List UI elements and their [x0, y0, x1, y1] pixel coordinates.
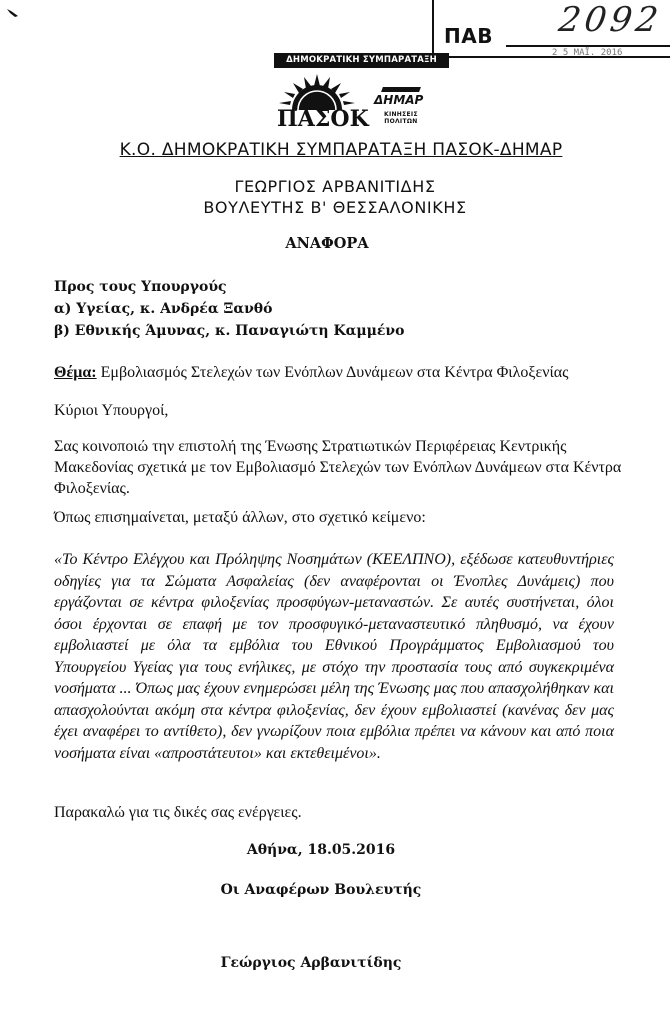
quoted-letter-excerpt: «Το Κέντρο Ελέγχου και Πρόληψης Νοσημάτων (ΚΕΕΛΠΝΟ), εξέδωσε κατευθυντήριες οδηγίες για τα Σώματα Ασφαλείας (δεν αναφέρονται οι Ένοπλες Δυνάμεις) που εργάζονται σε κέντρα φιλοξενίας προσφύγων-μεταναστών. Σε αυτές συστήνεται, όλοι όσοι έρχονται σε επαφή με τον προσφυγικό-μεταναστευτικό πληθυσμό, να έχουν εμβολιαστεί με όλα τα εμβόλια του Εθνικού Προγράμματος Εμβολιασμού του Υπουργείου Υγείας για τους ενήλικες, με στόχο την προστασία τους από συγκεκριμένα νοσήματα ... Όπως μας έχουν ενημερώσει μέλη της Ένωσης μας που απασχολήθηκαν και απασχολούνται ακόμη στα κέντρα φιλοξενίας, δεν έχουν εμβολιαστεί (κανένας δεν μας έχει αναφέρει το αντίθετο), δεν γνωρίζουν ποια εμβόλια πρέπει να κάνουν και από ποια νοσήματα είναι «απροστάτευτοι» και εκτεθειμένοι». — [54, 551, 614, 762]
body-paragraph-1: Σας κοινοποιώ την επιστολή της Ένωσης Στρατιωτικών Περιφέρειας Κεντρικής Μακεδονίας σχετικά με τον Εμβολιασμό Στελεχών των Ενόπλων Δυνάμεων στα Κέντρα Φιλοξενίας. — [54, 438, 622, 497]
signature-name: Γεώργιος Αρβανιτίδης — [220, 955, 402, 971]
logo-dimar-bar — [381, 87, 421, 92]
recipient-item: β) Εθνικής Άμυνας, κ. Παναγιώτη Καμμένο — [54, 323, 405, 339]
closing-request: Παρακαλώ για τις δικές σας ενέργειες. — [54, 804, 302, 821]
registry-stamp — [432, 0, 670, 58]
scan-mark-icon — [6, 8, 20, 18]
recipient-item: α) Υγείας, κ. Ανδρέα Ξανθό — [54, 301, 273, 317]
stamp-handwritten-number: 2092 — [556, 0, 665, 40]
signatory-title: Οι Αναφέρων Βουλευτής — [220, 882, 422, 898]
logo-dimar: ΔΗΜΑΡ — [374, 93, 424, 107]
party-title: Κ.Ο. ΔΗΜΟΚΡΑΤΙΚΗ ΣΥΜΠΑΡΑΤΑΞΗ ΠΑΣΟΚ-ΔΗΜΑΡ — [119, 140, 563, 160]
subject-line — [54, 362, 568, 383]
body-paragraph-2: Όπως επισημαίνεται, μεταξύ άλλων, στο σχετικό κείμενο: — [54, 509, 426, 526]
stamp-label: ΠΑΒ — [444, 24, 493, 48]
logo-banner: ΔΗΜΟΚΡΑΤΙΚΗ ΣΥΜΠΑΡΑΤΑΞΗ — [274, 53, 449, 68]
mp-role: ΒΟΥΛΕΥΤΗΣ Β' ΘΕΣΣΑΛΟΝΙΚΗΣ — [203, 198, 467, 217]
logo-pasok: ΠΑΣΟΚ — [277, 106, 369, 132]
recipients-intro: Προς τους Υπουργούς — [54, 279, 227, 295]
subject-text: Εμβολιασμός Στελεχών των Ενόπλων Δυνάμεων στα Κέντρα Φιλοξενίας — [96, 364, 569, 381]
stamp-line — [506, 45, 670, 47]
stamp-received-date: 2 5 ΜΑΪ. 2016 — [552, 48, 623, 58]
subject-label: Θέμα: — [54, 364, 97, 381]
place-and-date: Αθήνα, 18.05.2016 — [246, 842, 396, 858]
logo-kinisis-line1: ΚΙΝΗΣΕΙΣ — [384, 111, 418, 118]
recipients-block — [54, 276, 405, 342]
mp-name: ΓΕΩΡΓΙΟΣ ΑΡΒΑΝΙΤΙΔΗΣ — [234, 177, 436, 196]
logo-kinisis-line2: ΠΟΛΙΤΩΝ — [384, 118, 418, 125]
document-type: ΑΝΑΦΟΡΑ — [285, 235, 369, 252]
party-logo — [274, 53, 454, 132]
logo-kinisis-politon — [384, 111, 418, 125]
greeting: Κύριοι Υπουργοί, — [54, 402, 169, 419]
